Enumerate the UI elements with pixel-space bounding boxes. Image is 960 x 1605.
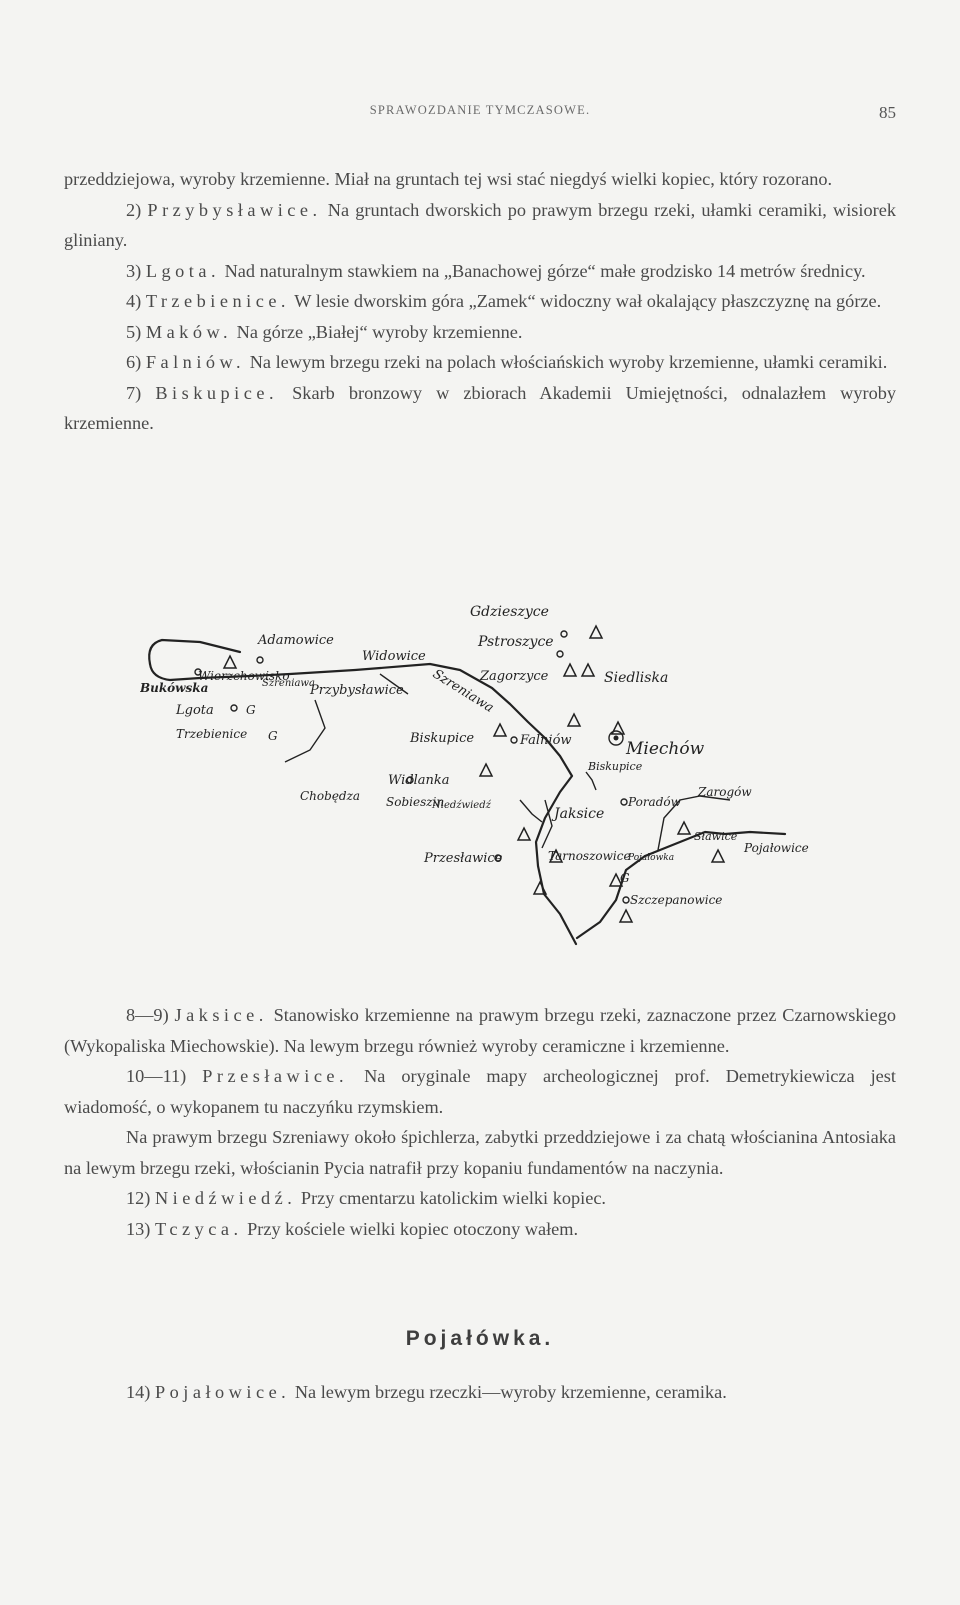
place-name: Trzebienice. (145, 291, 291, 311)
paragraph-przybyslawice (64, 195, 896, 256)
place-name: Przybysławice. (147, 199, 322, 220)
town-circle-center (614, 736, 619, 741)
paragraph-text: Przy kościele wielki kopiec otoczony wałem. (247, 1218, 579, 1239)
hand-drawn-map (140, 604, 860, 974)
item-number: 3) (126, 260, 142, 281)
map-label: Widowice (362, 649, 426, 664)
text-block-section (64, 1377, 896, 1408)
item-number: 8—9) (126, 1005, 169, 1025)
paragraph-text: Przy cmentarzu katolickim wielki kopiec. (300, 1188, 607, 1208)
running-title: SPRAWOZDANIE TYMCZASOWE. (369, 103, 591, 117)
map-label: Sobieszin (386, 795, 445, 809)
place-name: Pojałowice. (154, 1382, 291, 1402)
paragraph-text: Na prawym brzegu Szreniawy około śpichlerza, zabytki przeddziejowe i za chatą włościanina Antosiaka na lewym brzegu rzeki, włościanin Pycia natrafił przy kopaniu fundamentów na naczynia. (64, 1127, 896, 1178)
item-number: 12) (126, 1188, 151, 1208)
site-triangle (568, 714, 580, 726)
paragraph-text: Stanowisko krzemienne na prawym brzegu rzeki, zaznaczone przez Czarnowskiego (Wykopaliska Miechowskie). Na lewym brzegu również wyroby ceramiczne i krzemienne. (64, 1005, 897, 1056)
item-number: 4) (126, 291, 142, 311)
text-block-bottom (64, 1000, 896, 1244)
site-triangle (582, 664, 594, 676)
item-number: 14) (126, 1382, 151, 1402)
river-branch-miechow (586, 772, 596, 790)
map-label: Zarogów (698, 785, 752, 799)
map-label: Wierzchowisko (198, 669, 290, 683)
paragraph-biskupice (64, 378, 896, 439)
paragraph-text: Na oryginale mapy archeologicznej prof. Demetrykiewicza jest wiadomość, o wykopanem tu naczyńku rzymskiem. (64, 1066, 896, 1117)
paragraph-niedzwiedz (64, 1183, 896, 1214)
map-label: Widlanka (388, 773, 450, 788)
map-label-symbol: G (268, 729, 278, 743)
settlement-dot (621, 799, 627, 805)
paragraph-tczyca (64, 1214, 896, 1245)
place-name: Przesławice. (202, 1066, 349, 1086)
paragraph-trzebienice (64, 286, 896, 317)
map-label: Trzebienice (176, 727, 248, 741)
map-label: Pstroszyce (478, 634, 554, 650)
item-number: 5) (126, 321, 142, 342)
item-number: 10—11) (126, 1066, 187, 1086)
paragraph-text: Na lewym brzegu rzeczki—wyroby krzemienne, ceramika. (294, 1382, 727, 1402)
item-number: 6) (126, 352, 142, 372)
map-label: Falniów (520, 733, 572, 748)
paragraph-text: Skarb bronzowy w zbiorach Akademii Umiejętności, odnalazłem wyroby krzemienne. (64, 382, 896, 433)
paragraph-jaksice (64, 1000, 896, 1061)
site-triangle (480, 764, 492, 776)
map-label: Szczepanowice (630, 893, 723, 907)
text-block-top (64, 164, 896, 439)
place-name: Jaksice. (174, 1005, 268, 1025)
river-szreniawa (150, 664, 576, 944)
map-label: Przybysławice (310, 683, 404, 698)
page-number: 85 (879, 103, 896, 122)
settlement-dot (231, 705, 237, 711)
paragraph-text: Na górze „Białej“ wyroby krzemienne. (236, 321, 523, 342)
map-label: Pojałowice (744, 841, 809, 855)
stream-chobedza (520, 800, 542, 822)
map-label: Siedliska (604, 670, 669, 686)
map-label: Chobędza (300, 789, 361, 803)
place-name: Tczyca. (154, 1218, 243, 1239)
paragraph-text: W lesie dworskim góra „Zamek“ widoczny wał okalający płaszczyznę na górze. (294, 291, 882, 311)
place-name: Biskupice. (155, 382, 279, 403)
map-label: Tarnoszowice (548, 849, 631, 863)
paragraph-text: Nad naturalnym stawkiem na „Banachowej górze“ małe grodzisko 14 metrów średnicy. (224, 260, 866, 281)
settlement-dot (511, 737, 517, 743)
site-triangle (494, 724, 506, 736)
paragraph-text: Na lewym brzegu rzeki na polach włościańskich wyroby krzemienne, ułamki ceramiki. (249, 352, 888, 372)
paragraph-makow (64, 317, 896, 348)
map-label: Miechów (626, 739, 705, 759)
paragraph-przeslawice-cont (64, 1122, 896, 1183)
map-label: Pojałówka (628, 853, 675, 863)
map-label: Biskupice (588, 760, 643, 773)
place-name: Lgota. (145, 260, 221, 281)
map-label: Bukówska (140, 681, 209, 695)
paragraph-pojalowice (64, 1377, 896, 1408)
item-number: 7) (126, 382, 142, 403)
settlement-dot (557, 651, 563, 657)
paragraph-przeslawice (64, 1061, 896, 1122)
map-label: Jaksice (554, 806, 605, 822)
paragraph-text: Na gruntach dworskich po prawym brzegu rzeki, ułamki ceramiki, wisiorek gliniany. (64, 199, 896, 250)
paragraph-text: przeddziejowa, wyroby krzemienne. Miał na gruntach tej wsi stać niegdyś wielki kopiec, który rozorano. (64, 169, 833, 189)
site-triangle (518, 828, 530, 840)
paragraph-falniow (64, 347, 896, 378)
map-label: Poradów (628, 795, 681, 809)
map-label: Gdzieszyce (470, 604, 549, 620)
road-przybyslawice (285, 700, 325, 762)
map-label-river: Szreniawa (429, 666, 497, 716)
site-triangle (612, 722, 624, 734)
settlement-dot (623, 897, 629, 903)
map-label: Adamowice (258, 633, 334, 648)
site-triangle (620, 910, 632, 922)
settlement-dot (257, 657, 263, 663)
map-label: Szreniawa (262, 678, 315, 689)
place-name: Niedźwiedź. (154, 1188, 297, 1208)
river-upper-bend (149, 640, 240, 664)
section-heading: Pojałówka. (405, 1327, 555, 1350)
item-number: 2) (126, 199, 142, 220)
map-label: Sławice (694, 830, 738, 843)
site-triangle (224, 656, 236, 668)
map-label: Przesławice (424, 851, 503, 866)
page-header (64, 101, 896, 125)
paragraph-intro (64, 164, 896, 195)
map-label: Biskupice (410, 731, 475, 746)
item-number: 13) (126, 1218, 151, 1239)
map-label-symbol: G (620, 871, 630, 885)
site-triangle (590, 626, 602, 638)
place-name: Maków. (145, 321, 233, 342)
site-triangle (678, 822, 690, 834)
site-triangle (564, 664, 576, 676)
map-label: Zagorzyce (480, 669, 549, 684)
map-label-symbol: G (246, 703, 256, 717)
place-name: Falniów. (145, 352, 246, 372)
paragraph-lgota (64, 256, 896, 287)
map-label: Lgota (176, 703, 214, 718)
settlement-dot (561, 631, 567, 637)
map-label: Niedźwiedź (432, 800, 491, 811)
site-triangle (712, 850, 724, 862)
